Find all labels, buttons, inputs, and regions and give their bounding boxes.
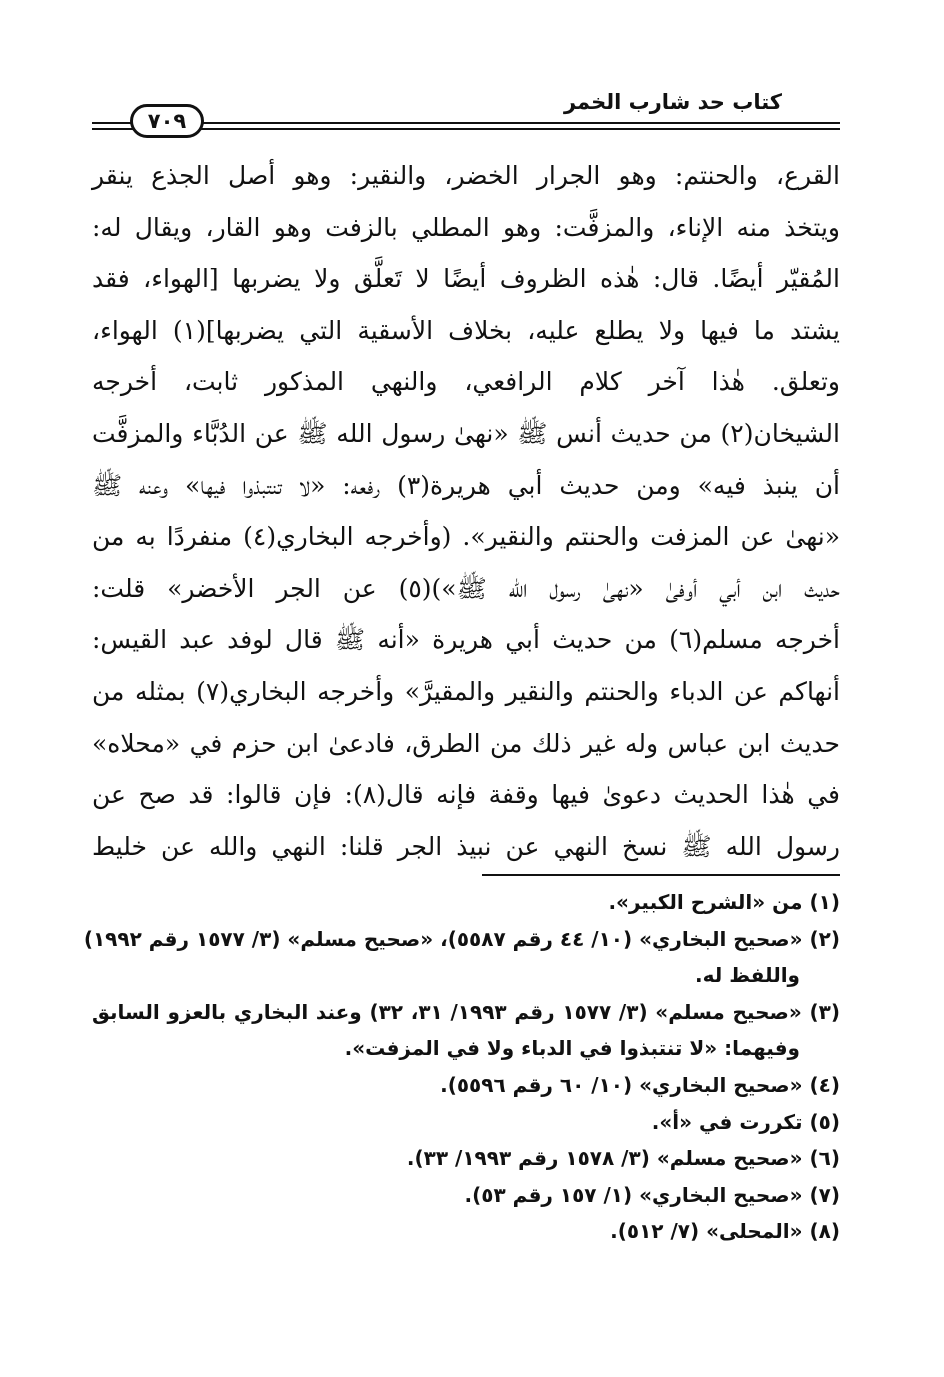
page-header bbox=[92, 88, 840, 138]
footnote-2: (٢) «صحيح البخاري» (١٠/ ٤٤ رقم ٥٥٨٧)، «صحيح مسلم» (٣/ ١٥٧٧ رقم ١٩٩٢) bbox=[83, 926, 840, 951]
text-line: القرع، والحنتم: وهو الجرار الخضر، والنقير: وهو أصل الجذع ينقر bbox=[92, 161, 840, 190]
text-line: أخرجه مسلم(٦) من حديث أبي هريرة «أنه ﷺ قال لوفد عبد القيس: bbox=[92, 625, 841, 655]
text-line: أنهاكم عن الدباء والحنتم والنقير والمقيرَّ» وأخرجه البخاري(٧) بمثله من bbox=[92, 676, 840, 706]
footnote-separator bbox=[482, 874, 840, 876]
footnote-3: (٣) «صحيح مسلم» (٣/ ١٥٧٧ رقم ١٩٩٣/ ٣١، ٣٢) وعند البخاري بالعزو السابق bbox=[92, 999, 840, 1024]
footnote-7: (٧) «صحيح البخاري» (١/ ١٥٧ رقم ٥٣). bbox=[464, 1182, 840, 1207]
header-rule-top bbox=[92, 122, 840, 124]
text-line: ويتخذ منه الإناء، والمزفَّت: وهو المطلي بالزفت وهو القار، ويقال له: bbox=[92, 212, 840, 242]
text-line: في هٰذا الحديث دعوىٰ فيها وقفة فإنه قال(٨): فإن قالوا: قد صح عن bbox=[92, 780, 840, 810]
text-line: رسول الله ﷺ نسخ النهي عن نبيذ الجر قلنا: النهي والله عن خليط bbox=[92, 831, 840, 861]
footnotes bbox=[83, 884, 840, 1250]
text-line: وتعلق. هٰذا آخر كلام الرافعي، والنهي المذكور ثابت، أخرجه bbox=[92, 367, 840, 397]
footnote-8: (٨) «المحلى» (٧/ ٥١٢). bbox=[610, 1219, 840, 1244]
footnote-1: (١) من «الشرح الكبير». bbox=[608, 890, 840, 914]
text-line: يشتد ما فيها ولا يطلع عليه، بخلاف الأسقية التي يضربها](١) الهواء، bbox=[92, 315, 840, 345]
footnote-2-continued: واللفظ له. bbox=[695, 963, 800, 988]
footnote-6: (٦) «صحيح مسلم» (٣/ ١٥٧٨ رقم ١٩٩٣/ ٣٣). bbox=[406, 1146, 840, 1171]
text-line: أن ينبذ فيه» ومن حديث أبي هريرة(٣) رفعه: «لا تنتبذوا فيها» وعنه ﷺ bbox=[92, 470, 840, 500]
header-rule-bottom bbox=[92, 128, 840, 130]
main-text bbox=[92, 150, 840, 872]
text-line: حديث ابن عباس وله غير ذلك من الطرق، فادعىٰ ابن حزم في «محلاه» bbox=[92, 728, 840, 758]
text-line: المُقيّر أيضًا. قال: هٰذه الظروف أيضًا لا تَعلَّق ولا يضربها [الهواء، فقد bbox=[92, 264, 840, 294]
running-title: كتاب حد شارب الخمر bbox=[554, 90, 792, 114]
page-number: ٧٠٩ bbox=[130, 104, 204, 138]
footnote-4: (٤) «صحيح البخاري» (١٠/ ٦٠ رقم ٥٥٩٦). bbox=[440, 1072, 840, 1097]
text-line: حديث ابن أبي أوفىٰ «نهىٰ رسول الله ﷺ»)(٥) عن الجر الأخضر» قلت: bbox=[92, 573, 840, 603]
text-line: «نهىٰ عن المزفت والحنتم والنقير». (وأخرجه البخاري(٤) منفردًا به من bbox=[92, 522, 840, 552]
footnote-5: (٥) تكررت في «أ». bbox=[651, 1109, 840, 1134]
text-line: الشيخان(٢) من حديث أنس ﷺ «نهىٰ رسول الله ﷺ عن الدُبَّاء والمزفَّت bbox=[92, 418, 840, 448]
footnote-3-continued: وفيهما: «لا تنتبذوا في الدباء ولا في المزفت». bbox=[344, 1036, 800, 1061]
